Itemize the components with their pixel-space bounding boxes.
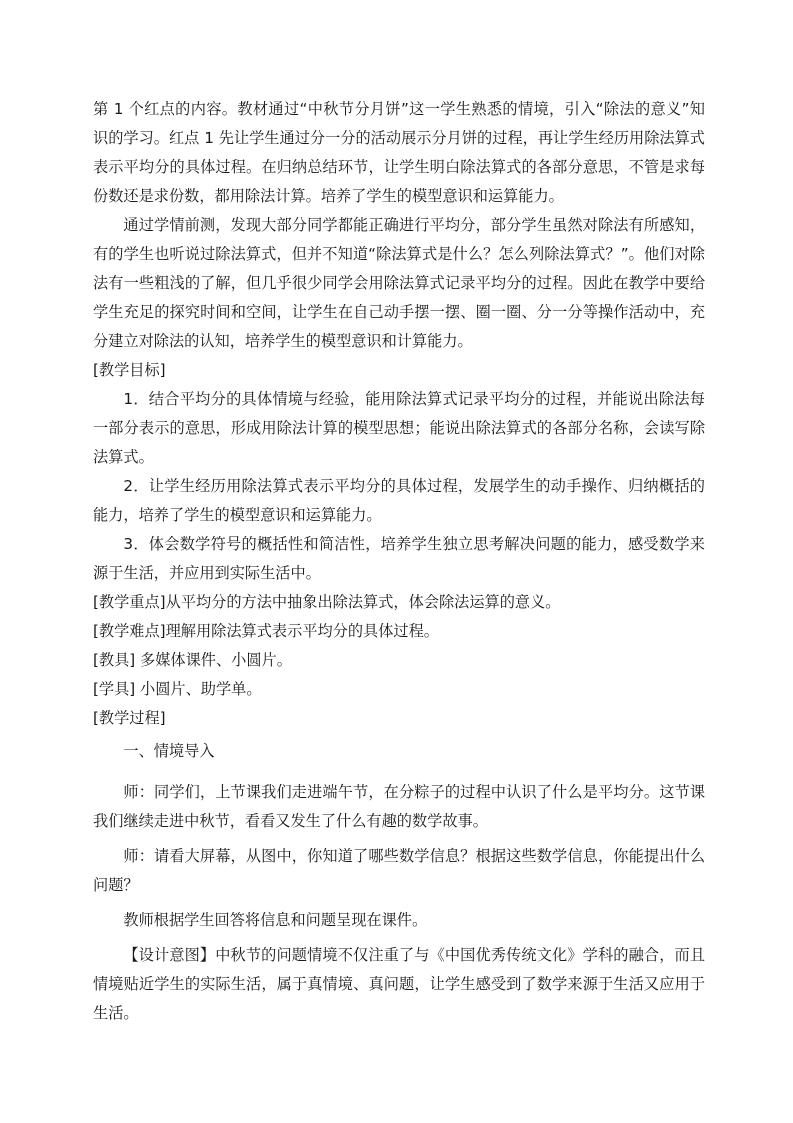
teacher-dialogue-2: 师：请看大屏幕，从图中，你知道了哪些数学信息？根据这些数学信息，你能提出什么问题？ xyxy=(93,847,705,894)
teaching-aids: [教具] 多媒体课件、小圆片。 xyxy=(93,651,292,669)
teaching-goal-3: 3．体会数学符号的概括性和简洁性，培养学生独立思考解决问题的能力，感受数学来源于生活，并应用到实际生活中。 xyxy=(93,535,705,582)
document-body xyxy=(93,95,705,1028)
teaching-difficulty: [教学难点]理解用除法算式表示平均分的具体过程。 xyxy=(93,622,439,640)
section-situation-intro: 一、情境导入 xyxy=(123,742,215,760)
design-intent: 【设计意图】中秋节的问题情境不仅注重了与《中国优秀传统文化》学科的融合，而且情境贴近学生的实际生活，属于真情境、真问题，让学生感受到了数学来源于生活又应用于生活。 xyxy=(93,946,705,1022)
teaching-goal-1: 1．结合平均分的具体情境与经验，能用除法算式记录平均分的过程，并能说出除法每一部分表示的意思，形成用除法计算的模型思想；能说出除法算式的各部分名称，会读写除法算式。 xyxy=(93,390,705,466)
heading-teaching-process: [教学过程] xyxy=(93,709,166,727)
teacher-action: 教师根据学生回答将信息和问题呈现在课件。 xyxy=(123,911,428,929)
heading-teaching-goals: [教学目标] xyxy=(93,361,166,379)
teaching-key-point: [教学重点]从平均分的方法中抽象出除法算式，体会除法运算的意义。 xyxy=(93,593,561,611)
learning-aids: [学具] 小圆片、助学单。 xyxy=(93,680,262,698)
teacher-dialogue-1: 师：同学们，上节课我们走进端午节，在分粽子的过程中认识了什么是平均分。这节课我们继续走进中秋节，看看又发生了什么有趣的数学故事。 xyxy=(93,783,705,830)
paragraph-red-dot-content: 第 1 个红点的内容。教材通过“中秋节分月饼”这一学生熟悉的情境，引入“除法的意义”知识的学习。红点 1 先让学生通过分一分的活动展示分月饼的过程，再让学生经历用除法算式表示平均分的具体过程。在归纳总结环节，让学生明白除法算式的各部分意思，不管是求每份数还是求份数，都用除法计算。培养了学生的模型意识和运算能力。 xyxy=(93,100,705,205)
teaching-goal-2: 2．让学生经历用除法算式表示平均分的具体过程，发展学生的动手操作、归纳概括的能力，培养了学生的模型意识和运算能力。 xyxy=(93,477,705,524)
paragraph-pretest-analysis: 通过学情前测，发现大部分同学都能正确进行平均分，部分学生虽然对除法有所感知，有的学生也听说过除法算式，但并不知道“除法算式是什么？怎么列除法算式？”。他们对除法有一些粗浅的了解，但几乎很少同学会用除法算式记录平均分的过程。因此在教学中要给学生充足的探究时间和空间，让学生在自己动手摆一摆、圈一圈、分一分等操作活动中，充分建立对除法的认知，培养学生的模型意识和计算能力。 xyxy=(93,216,705,350)
